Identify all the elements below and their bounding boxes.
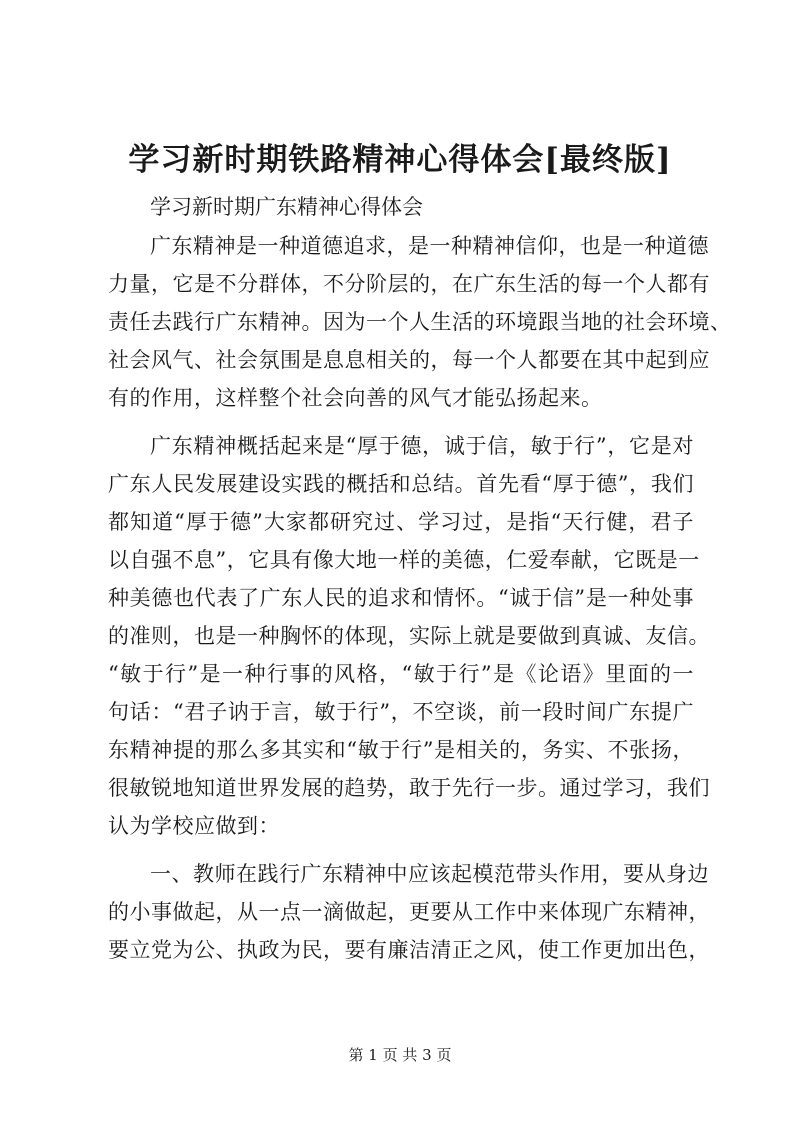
- paragraph-line: 力量，它是不分群体，不分阶层的，在广东生活的每一个人都有: [108, 272, 710, 296]
- paragraph-line: 的准则，也是一种胸怀的体现，实际上就是要做到真诚、友信。: [108, 624, 710, 648]
- paragraph-line: 都知道“厚于德”大家都研究过、学习过，是指“天行健，君子: [108, 510, 694, 534]
- paragraph-line: 一、教师在践行广东精神中应该起模范带头作用，要从身边: [150, 862, 709, 886]
- paragraph-line: 责任去践行广东精神。因为一个人生活的环境跟当地的社会环境、: [108, 310, 732, 334]
- paragraph-line: “敏于行”是一种行事的风格，“敏于行”是《论语》里面的一: [108, 662, 694, 686]
- paragraph-line: 以自强不息”，它具有像大地一样的美德，仁爱奉献，它既是一: [108, 548, 700, 572]
- paragraph-line: 广东精神概括起来是“厚于德，诚于信，敏于行”，它是对: [150, 434, 694, 458]
- paragraph-line: 要立党为公、执政为民，要有廉洁清正之风，使工作更加出色，: [108, 938, 710, 962]
- paragraph-line: 社会风气、社会氛围是息息相关的，每一个人都要在其中起到应: [108, 348, 710, 372]
- paragraph-line: 东精神提的那么多其实和“敏于行”是相关的，务实、不张扬，: [108, 738, 694, 762]
- page-number-footer: 第 1 页 共 3 页: [348, 1046, 452, 1064]
- paragraph-line: 句话：“君子讷于言，敏于行”，不空谈，前一段时间广东提广: [108, 700, 694, 724]
- paragraph-line: 种美德也代表了广东人民的追求和情怀。“诚于信”是一种处事: [108, 586, 694, 610]
- document-title: 学习新时期铁路精神心得体会[最终版]: [128, 142, 672, 178]
- paragraph-line: 的小事做起，从一点一滴做起，更要从工作中来体现广东精神，: [108, 900, 710, 924]
- paragraph-line: 认为学校应做到：: [108, 814, 280, 838]
- paragraph-line: 广东人民发展建设实践的概括和总结。首先看“厚于德”，我们: [108, 472, 694, 496]
- paragraph-line: 有的作用，这样整个社会向善的风气才能弘扬起来。: [108, 386, 603, 410]
- paragraph-line: 很敏锐地知道世界发展的趋势，敢于先行一步。通过学习，我们: [108, 776, 710, 800]
- document-subtitle: 学习新时期广东精神心得体会: [150, 195, 423, 219]
- paragraph-line: 广东精神是一种道德追求，是一种精神信仰，也是一种道德: [150, 234, 709, 258]
